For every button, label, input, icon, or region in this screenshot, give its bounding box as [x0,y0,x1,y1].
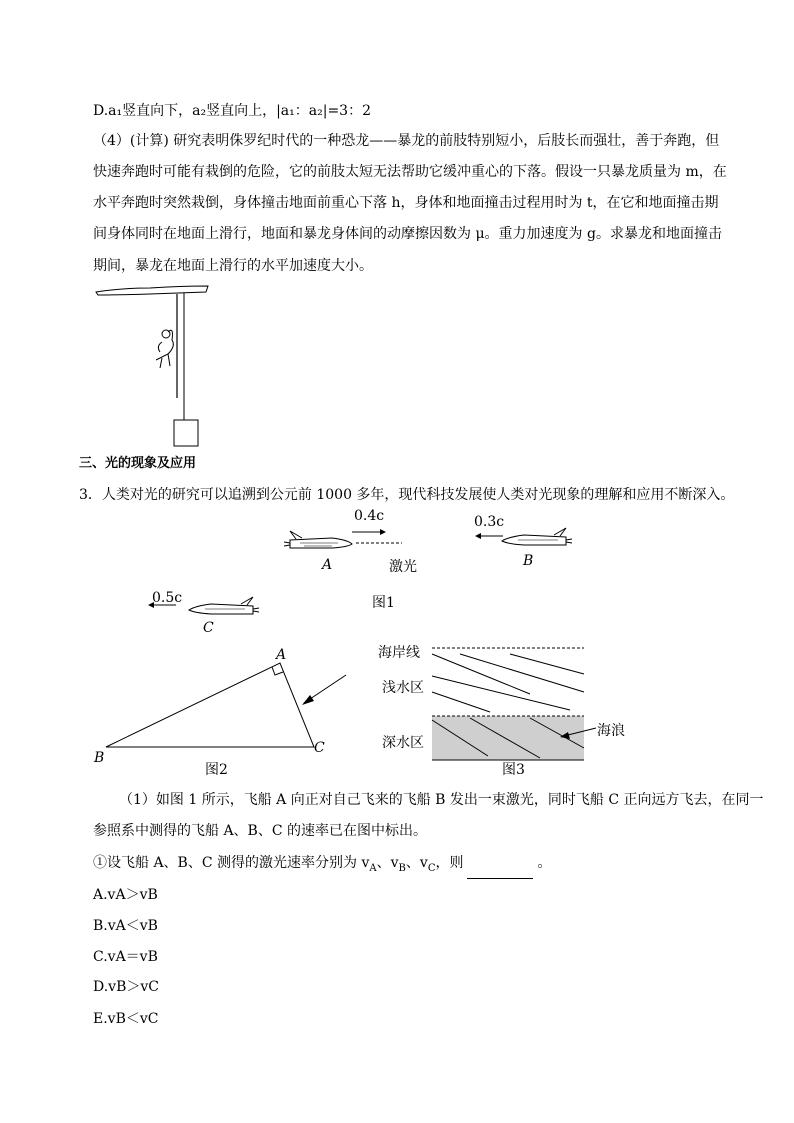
figure3-caption: 图3 [502,762,525,778]
part4-line2: 快速奔跑时可能有栽倒的危险，它的前肢太短无法帮助它缓冲重心的下落。假设一只暴龙质量为 m，在 [93,164,727,180]
option-d-vb: D.vB＞vC [93,979,159,995]
figure2-caption: 图2 [205,762,228,778]
option-e: E.vB＜vC [93,1011,159,1027]
coastline-label: 海岸线 [378,645,420,661]
ship-a-label: A [322,557,333,573]
option-c: C.vA＝vB [93,949,158,965]
answer-blank[interactable] [467,864,533,879]
part4-line4: 间身体同时在地面上滑行，地面和暴龙身体间的动摩擦因数为 μ。重力加速度为 g。求暴龙和地面撞击 [93,226,722,242]
ship-c-label: C [203,620,214,636]
laser-label: 激光 [389,559,417,575]
shallow-label: 浅水区 [382,680,424,696]
part4-line5: 期间，暴龙在地面上滑行的水平加速度大小。 [93,258,373,274]
option-d: D.a₁竖直向下，a₂竖直向上，|a₁：a₂|=3：2 [93,103,371,119]
part4-line3: 水平奔跑时突然栽倒，身体撞击地面前重心下落 h，身体和地面撞击过程用时为 t，在它和地面撞击期 [93,195,719,211]
part4-line1: （4）(计算) 研究表明侏罗纪时代的一种恐龙——暴龙的前肢特别短小，后肢长而强壮，善于奔跑，但 [93,133,720,149]
spaceship-c [183,596,261,620]
spaceship-a [282,530,354,554]
speed-b: 0.3c [474,514,505,530]
monkey-pole-figure [90,280,220,450]
option-b: B.vA＜vB [93,918,158,934]
wave-label: 海浪 [597,723,625,739]
option-a: A.vA＞vB [93,887,158,903]
speed-a: 0.4c [354,508,385,524]
laser-beam [356,540,406,546]
q3-sub1-prefix: ①设飞船 A、B、C 测得的激光速率分别为 v [93,855,370,871]
speed-c: 0.5c [152,590,183,606]
arrow-b [473,531,507,541]
q3-sub1-end: 。 [537,855,552,871]
arrow-a [350,527,390,537]
vertex-a: A [276,647,287,663]
vertex-b: B [94,750,105,766]
q3-part1-line1: （1）如图 1 所示，飞船 A 向正对自己飞来的飞船 B 发出一束激光，同时飞船 C 正向远方飞去，在同一 [119,792,764,808]
deep-label: 深水区 [382,735,424,751]
coast-wave-diagram [430,644,590,762]
q3-sub1-suffix: ，则 [435,855,464,871]
section-heading: 三、光的现象及应用 [79,456,197,471]
ship-b-label: B [523,553,534,569]
figure1-caption: 图1 [372,595,395,611]
q3-part1-line2: 参照系中测得的飞船 A、B、C 的速率已在图中标出。 [93,823,428,839]
q3-sub1: ①设飞船 A、B、C 测得的激光速率分别为 $v_A$、$v_B$、$v_C$，则 。 [93,853,551,879]
q3-intro: 3．人类对光的研究可以追溯到公元前 1000 多年，现代科技发展使人类对光现象的理解和应用不断深入。 [79,487,735,503]
vertex-c: C [314,740,325,756]
spaceship-b [496,527,574,551]
